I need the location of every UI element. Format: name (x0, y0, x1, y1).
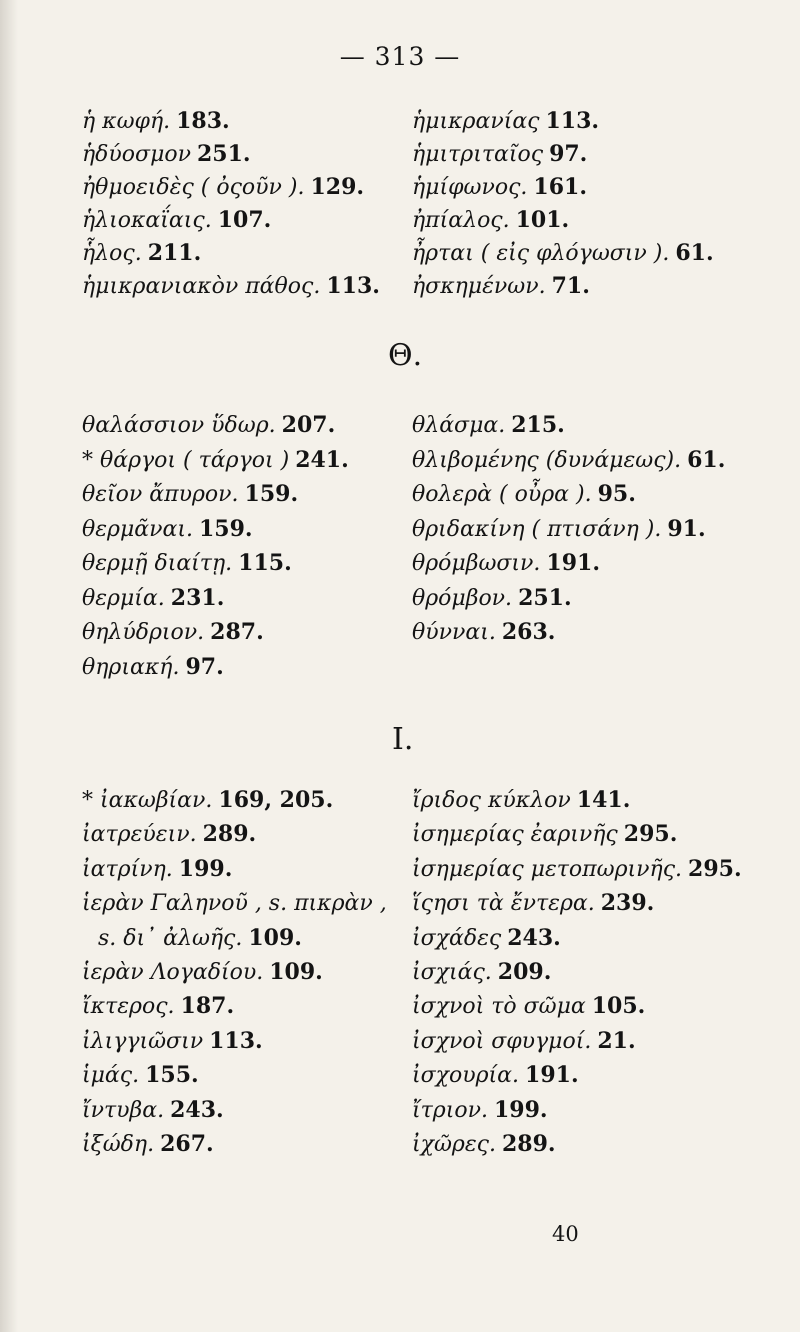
index-entry (98, 925, 302, 952)
index-entry (82, 1028, 263, 1055)
entry-term: θεῖον ἄπυρον. (82, 482, 239, 507)
entry-page-ref: 161. (533, 174, 587, 200)
entry-page-ref: 295. (623, 821, 678, 848)
index-entry (82, 585, 224, 612)
entry-term: ἴκτερος. (82, 994, 175, 1020)
entry-term: θρόμβον. (412, 585, 513, 611)
entry-term: θερμᾶναι. (82, 516, 193, 542)
index-entry (412, 959, 551, 986)
entry-term: ἠσκημένων. (412, 274, 546, 299)
index-entry (412, 619, 555, 646)
index-entry (412, 821, 677, 848)
section-heading-iota: Ι. (392, 722, 414, 757)
entry-page-ref: 215. (511, 412, 565, 438)
entry-term: θηλύδριον. (82, 620, 205, 645)
entry-term: θλάσμα. (412, 413, 506, 438)
entry-term: * ἰακωβίαν. (82, 788, 213, 813)
entry-term: ἠπίαλος. (412, 208, 510, 233)
index-entry (412, 447, 725, 474)
entry-term: ἰχῶρες. (412, 1132, 496, 1157)
entry-page-ref: 159. (244, 481, 299, 507)
index-entry (412, 925, 561, 952)
entry-term: ἱμάς. (82, 1063, 140, 1089)
index-entry (412, 856, 742, 883)
index-entry (412, 1097, 548, 1124)
entry-page-ref: 183. (176, 108, 230, 134)
entry-term: θρόμβωσιν. (412, 551, 541, 576)
entry-term: * θάργοι ( τάργοι ) (82, 447, 290, 473)
index-entry (82, 207, 271, 234)
entry-term: ἱερὰν Λογαδίου. (82, 960, 264, 985)
entry-page-ref: 243. (507, 924, 561, 951)
entry-term: θύνναι. (412, 620, 496, 645)
index-entry (412, 787, 630, 814)
entry-page-ref: 191. (546, 550, 600, 576)
index-entry (412, 174, 587, 201)
index-entry (412, 273, 590, 300)
entry-page-ref: 289. (501, 1131, 556, 1157)
entry-page-ref: 199. (178, 855, 233, 882)
entry-page-ref: 295. (688, 855, 742, 882)
entry-page-ref: 207. (281, 412, 336, 438)
index-entry (412, 141, 587, 168)
entry-page-ref: 251. (196, 141, 251, 167)
entry-page-ref: 169, 205. (218, 787, 334, 813)
index-entry (82, 619, 264, 646)
entry-page-ref: 289. (202, 821, 257, 848)
entry-term: θλιβομένης (δυνάμεως). (412, 447, 682, 473)
entry-term: ἡλιοκαΐαις. (82, 208, 212, 233)
entry-term: θερμῇ διαίτῃ. (82, 551, 233, 576)
index-entry (412, 207, 569, 234)
entry-page-ref: 107. (217, 207, 272, 233)
entry-term: ἴντυβα. (82, 1097, 165, 1123)
index-entry (412, 1131, 556, 1158)
entry-page-ref: 187. (180, 993, 235, 1020)
entry-page-ref: 209. (497, 959, 552, 985)
entry-page-ref: 211. (147, 240, 202, 266)
index-entry (412, 108, 599, 135)
entry-page-ref: 141. (576, 787, 631, 813)
entry-page-ref: 191. (525, 1062, 579, 1089)
entry-term: θολερὰ ( οὖρα ). (412, 482, 592, 507)
entry-page-ref: 95. (597, 481, 636, 507)
index-entry (82, 821, 256, 848)
index-entry (82, 447, 349, 474)
index-entry (82, 273, 380, 300)
entry-page-ref: 115. (238, 550, 292, 576)
entry-page-ref: 241. (295, 446, 349, 473)
entry-term: ἴτριον. (412, 1097, 488, 1123)
entry-term: ἡμικρανίας (412, 109, 540, 134)
signature-mark: 40 (552, 1222, 579, 1246)
entry-page-ref: 199. (493, 1096, 548, 1123)
entry-term: ἰσχνοὶ σφυγμοί. (412, 1028, 592, 1054)
index-entry (82, 108, 230, 135)
page-edge-shadow (0, 0, 18, 1332)
index-entry (412, 481, 636, 508)
entry-term: ἰξώδη. (82, 1132, 155, 1157)
entry-page-ref: 129. (310, 174, 365, 200)
entry-term: s. δι᾽ ἀλωῆς. (98, 925, 243, 951)
entry-term: θηριακή. (82, 654, 180, 680)
index-entry (82, 890, 393, 917)
entry-page-ref: 109. (269, 959, 323, 985)
entry-page-ref: 105. (591, 993, 646, 1020)
entry-page-ref: 267. (160, 1131, 214, 1157)
entry-term: ἰσημερίας ἐαρινῆς (412, 822, 618, 848)
entry-page-ref: 251. (518, 584, 572, 611)
entry-term: ἡμιτριταῖος (412, 142, 544, 167)
entry-page-ref: 21. (597, 1027, 636, 1054)
index-entry (412, 240, 714, 267)
entry-term: ἡ κωφή. (82, 109, 171, 134)
entry-term: ἧλος. (82, 241, 142, 266)
index-entry (412, 1028, 636, 1055)
entry-term: ἰσχάδες (412, 925, 502, 951)
entry-term: ἦρται ( εἰς φλόγωσιν ). (412, 241, 670, 266)
entry-term: θαλάσσιον ὕδωρ. (82, 413, 276, 438)
index-entry (82, 959, 323, 986)
entry-term: ἠθμοειδὲς ( ὀςοῦν ). (82, 175, 305, 200)
index-entry (82, 1097, 224, 1124)
index-entry (82, 141, 251, 168)
entry-page-ref: 287. (210, 619, 264, 645)
index-entry (82, 516, 253, 543)
entry-term: ἱερὰν Γαληνοῦ , s. πικρὰν , (82, 891, 387, 917)
entry-term: ἵςησι τὰ ἔντερα. (412, 891, 595, 917)
entry-page-ref: 155. (145, 1062, 199, 1089)
index-entry (412, 412, 565, 439)
entry-page-ref: 61. (675, 240, 714, 266)
index-entry (82, 993, 234, 1020)
entry-page-ref: 97. (185, 653, 224, 680)
index-entry (82, 1062, 199, 1089)
entry-page-ref: 239. (600, 890, 655, 917)
entry-page-ref: 101. (515, 207, 570, 233)
index-entry (412, 516, 706, 543)
entry-page-ref: 97. (549, 141, 588, 167)
entry-page-ref: 263. (501, 619, 556, 645)
index-entry (82, 481, 298, 508)
index-entry (82, 550, 292, 577)
index-entry (412, 585, 572, 612)
index-entry (82, 856, 232, 883)
entry-page-ref: 109. (248, 924, 302, 951)
section-heading-theta: Θ. (388, 338, 423, 373)
entry-page-ref: 91. (667, 515, 706, 542)
entry-term: ἰλιγγιῶσιν (82, 1028, 204, 1054)
entry-page-ref: 61. (687, 446, 726, 473)
index-entry (412, 890, 654, 917)
entry-term: ἰατρίνη. (82, 856, 173, 882)
index-entry (82, 174, 364, 201)
index-entry (412, 550, 600, 577)
entry-term: ἰσχνοὶ τὸ σῶμα (412, 994, 586, 1020)
entry-page-ref: 113. (326, 273, 380, 299)
index-entry (412, 993, 645, 1020)
entry-term: θερμία. (82, 585, 165, 611)
index-entry (82, 412, 335, 439)
entry-term: ἰσχιάς. (412, 960, 492, 985)
entry-term: θριδακίνη ( πτισάνη ). (412, 516, 662, 542)
index-entry (82, 240, 201, 267)
entry-term: ἰσχουρία. (412, 1063, 520, 1089)
index-entry (82, 654, 224, 681)
index-entry (82, 787, 333, 814)
entry-page-ref: 159. (199, 515, 253, 542)
entry-page-ref: 113. (545, 108, 600, 134)
entry-page-ref: 243. (170, 1096, 224, 1123)
index-entry (82, 1131, 214, 1158)
index-entry (412, 1062, 579, 1089)
entry-term: ἴριδος κύκλον (412, 788, 571, 813)
entry-term: ἡδύοσμον (82, 142, 191, 167)
entry-term: ἡμίφωνος. (412, 175, 528, 200)
entry-page-ref: 71. (551, 273, 590, 299)
page-number: — 313 — (339, 42, 461, 71)
entry-term: ἰσημερίας μετοπωρινῆς. (412, 856, 683, 882)
entry-term: ἰατρεύειν. (82, 822, 197, 848)
entry-page-ref: 231. (170, 584, 225, 611)
entry-term: ἡμικρανιακὸν πάθος. (82, 274, 321, 299)
entry-page-ref: 113. (209, 1027, 263, 1054)
